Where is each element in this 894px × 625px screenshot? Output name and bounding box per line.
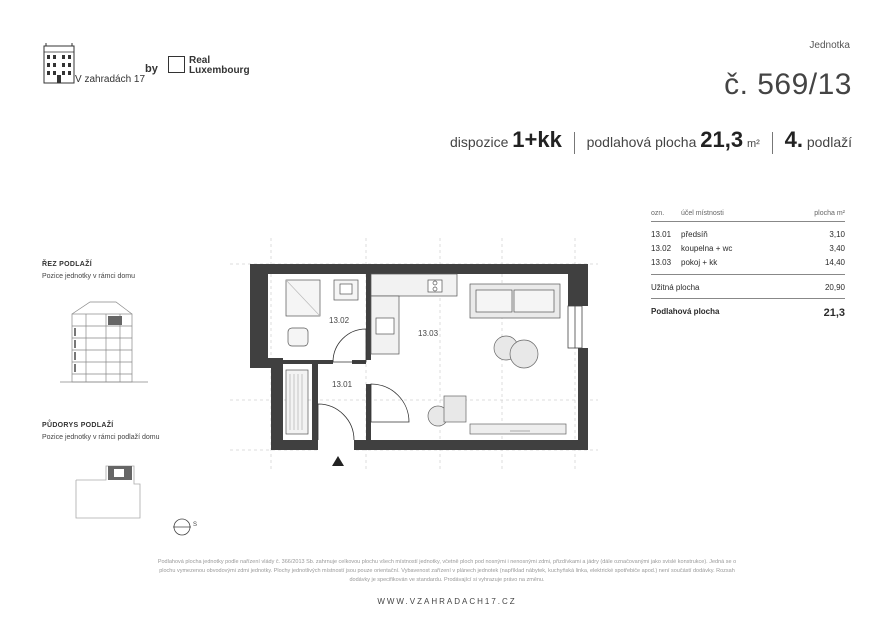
table-row — [651, 256, 845, 270]
disclaimer-line2: plochu vymezenou obvodovými zdmi jednotky. Plochy jednotlivých místností jsou pouze orientační. Vybavenost zařízení v plánech jednotek (například nábytek, kuchyňská linka, elektrické spotřebiče apod.) není součástí dodávky. Rozsah — [159, 568, 735, 574]
dining-set — [428, 396, 466, 426]
wall-top — [250, 264, 588, 274]
row-code: 13.01 — [651, 230, 672, 239]
partner-name-line2: Luxembourg — [189, 65, 250, 76]
section-cut-subtitle: Pozice jednotky v rámci domu — [42, 273, 135, 280]
floor-label: podlaží — [806, 134, 852, 150]
disclaimer-line3: dodávky je specifikován ve standardu. Prodávající si vyhrazuje právo na změnu. — [349, 577, 545, 583]
col-code-header: ozn. — [651, 210, 665, 217]
row-area: 14,40 — [824, 258, 845, 267]
area-unit: m² — [746, 138, 760, 150]
unit-position-marker — [108, 316, 122, 325]
room-label-hall: 13.01 — [332, 380, 353, 389]
row-name: předsíň — [681, 230, 708, 239]
floor-value: 4. — [784, 127, 803, 152]
section-plan-diagram — [70, 460, 150, 524]
coffee-table — [494, 336, 538, 368]
unit-floor-plan — [230, 238, 600, 470]
row-code: 13.03 — [651, 258, 672, 267]
area-value: 21,3 — [700, 127, 744, 152]
table-row — [651, 228, 845, 242]
unit-summary — [450, 127, 852, 154]
row-name: koupelna + wc — [681, 244, 733, 253]
rooms-table — [651, 210, 845, 327]
row-area: 3,10 — [829, 230, 845, 239]
entrance-arrow-icon — [332, 456, 344, 466]
unit-label: Jednotka — [809, 40, 850, 51]
bathroom-fixtures — [286, 280, 358, 346]
by-text: by — [145, 63, 158, 75]
layout-label: dispozice — [450, 134, 509, 150]
row-code: 13.02 — [651, 244, 672, 253]
usable-area-value: 20,90 — [824, 283, 845, 292]
row-name: pokoj + kk — [681, 258, 718, 267]
room-label-bath: 13.02 — [329, 316, 350, 325]
col-area-header: plocha m² — [814, 210, 845, 217]
bathroom-door-swing — [333, 329, 366, 362]
partner-name-line1: Real — [189, 55, 211, 66]
website-link[interactable]: WWW.VZAHRADACH17.CZ — [377, 597, 517, 606]
wall-left-lower — [271, 368, 283, 450]
wall-left-upper — [250, 264, 268, 368]
sofa — [470, 284, 560, 318]
total-area-row — [651, 299, 845, 327]
table-row — [651, 242, 845, 256]
section-cut-title: ŘEZ PODLAŽÍ — [42, 261, 92, 268]
project-name: V zahradách 17 — [75, 74, 146, 85]
tv-bench — [470, 424, 566, 434]
total-area-label: Podlahová plocha — [651, 307, 720, 316]
compass-label: S — [193, 522, 198, 528]
room-door-swing — [371, 384, 409, 422]
wall-right — [568, 264, 588, 306]
col-name-header: účel místnosti — [681, 210, 724, 217]
summary-divider — [574, 132, 575, 154]
rooms-table-header — [651, 210, 845, 222]
unit-number: č. 569/13 — [724, 68, 852, 101]
summary-divider — [772, 132, 773, 154]
building-logo-icon — [42, 42, 76, 84]
row-area: 3,40 — [829, 244, 845, 253]
section-plan-title: PŮDORYS PODLAŽÍ — [42, 422, 114, 429]
area-label: podlahová plocha — [586, 134, 697, 150]
disclaimer-line1: Podlahová plocha jednotky podle nařízení vlády č. 366/2013 Sb. zahrnuje celkovou plochu všech místností jednotky, včetně ploch pod nosnými i nenosnými zdmi, přizdívkami a jádry (dále označovanými jako svislé konstrukce). Jedná se o — [157, 559, 737, 565]
window — [568, 306, 582, 348]
compass-icon — [172, 517, 192, 537]
project-logo — [42, 42, 146, 88]
partner-square-icon — [168, 56, 185, 73]
entrance-door-swing — [318, 404, 354, 440]
total-area-value: 21,3 — [823, 307, 845, 319]
toilet — [288, 328, 308, 346]
section-cut-diagram — [60, 296, 150, 388]
room-label-room: 13.03 — [418, 329, 439, 338]
footer-disclaimer — [30, 558, 864, 585]
usable-area-label: Užitná plocha — [651, 283, 700, 292]
kitchen-counter — [371, 274, 457, 354]
section-plan-subtitle: Pozice jednotky v rámci podlaží domu — [42, 434, 160, 441]
wardrobe — [286, 370, 308, 434]
layout-value: 1+kk — [512, 127, 562, 152]
usable-area-row — [651, 275, 845, 299]
